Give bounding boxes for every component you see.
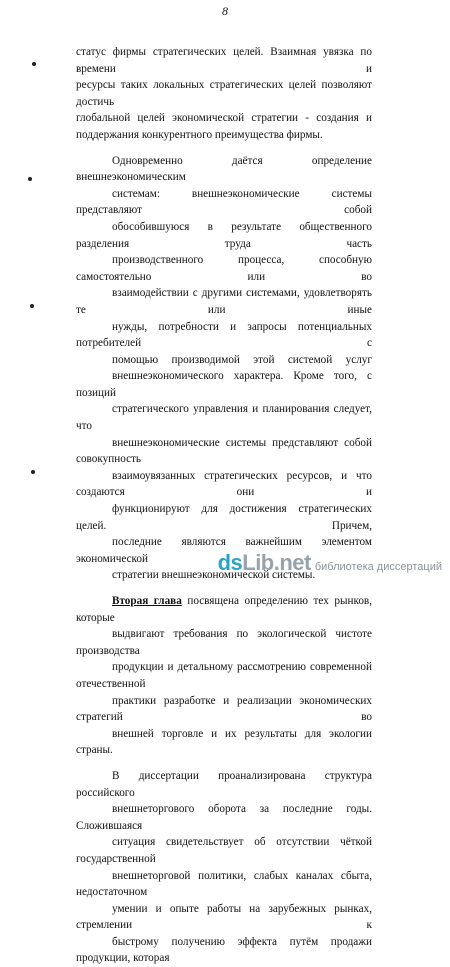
paragraph: [76, 768, 372, 967]
text-line: помощью производимой этой системой услуг: [112, 353, 372, 366]
text-line: внешней торговле и их результаты для экологии страны.: [76, 727, 372, 757]
text-line: системам: внешнеэкономические системы представляют собой: [76, 187, 372, 217]
text-line: статус фирмы стратегических целей. Взаимная увязка по времени и: [76, 46, 372, 75]
paragraph: [76, 44, 372, 144]
text-line: быстрому получению эффекта путём продажи продукции, которая: [76, 935, 372, 965]
text-line: производственного процесса, способную самостоятельно или во: [76, 254, 372, 283]
margin-dot: [31, 470, 35, 474]
text-line: внешнеэкономического характера. Кроме того, с позиций: [76, 370, 372, 399]
text-line: [76, 593, 372, 626]
logo-ds-text: ds: [217, 550, 243, 575]
document-body: [76, 44, 372, 967]
text-line: В диссертации проанализирована структура российского: [76, 769, 372, 799]
text-line: ресурсы таких локальных стратегических целей позволяют достичь: [76, 79, 372, 108]
text-line: поддержания конкурентного преимущества фирмы.: [76, 128, 323, 141]
text-line: взаимоувязанных стратегических ресурсов, и что создаются они и: [76, 469, 372, 499]
page-number: 8: [222, 4, 228, 18]
text-line: взаимодействии с другими системами, удовлетворять те или иные: [76, 287, 372, 316]
text-line: выдвигают требования по экологической чистоте производства: [76, 628, 372, 657]
text-line: стратегии внешнеэкономической системы.: [112, 569, 316, 582]
text-segment: посвящена определению тех рынков, которые: [76, 595, 372, 624]
logo-lib-text: Lib.net: [242, 550, 311, 575]
text-line: внешнеторгового оборота за последние годы. Сложившаяся: [76, 803, 372, 832]
text-line: ситуация свидетельствует об отсутствии чёткой государственной: [76, 836, 372, 865]
text-line: нужды, потребности и запросы потенциальных потребителей с: [76, 320, 372, 350]
text-line: обособившуюся в результате общественного разделения труда часть: [76, 220, 372, 250]
margin-dot: [30, 304, 34, 308]
dslib-logo: [218, 550, 311, 576]
text-line: умении и опыте работы на зарубежных рынках, стремлении к: [76, 902, 372, 932]
margin-dot: [28, 177, 32, 181]
text-line: внешнеторговой политики, слабых каналах сбыта, недостаточном: [76, 869, 372, 899]
text-line: Одновременно даётся определение внешнеэкономическим: [76, 154, 372, 184]
text-line: внешнеэкономические системы представляют собой совокупность: [76, 436, 372, 466]
text-line: практики разработке и реализации экономических стратегий во: [76, 694, 372, 724]
chapter-lead: Вторая глава: [112, 595, 182, 607]
dslib-watermark: [218, 550, 442, 576]
text-line: последние являются важнейшим элементом экономической: [76, 536, 372, 565]
paragraph: [76, 153, 372, 584]
text-line: функционируют для достижения стратегических целей. Причем,: [76, 503, 372, 532]
text-line: глобальной целей экономической стратегии - создания и: [76, 112, 372, 125]
text-line: продукции и детальному рассмотрению современной отечественной: [76, 661, 372, 690]
text-line: стратегического управления и планирования следует, что: [76, 403, 372, 433]
paragraph: [76, 593, 372, 759]
margin-dot: [32, 62, 36, 66]
watermark-subtitle: библиотека диссертаций: [314, 561, 442, 573]
